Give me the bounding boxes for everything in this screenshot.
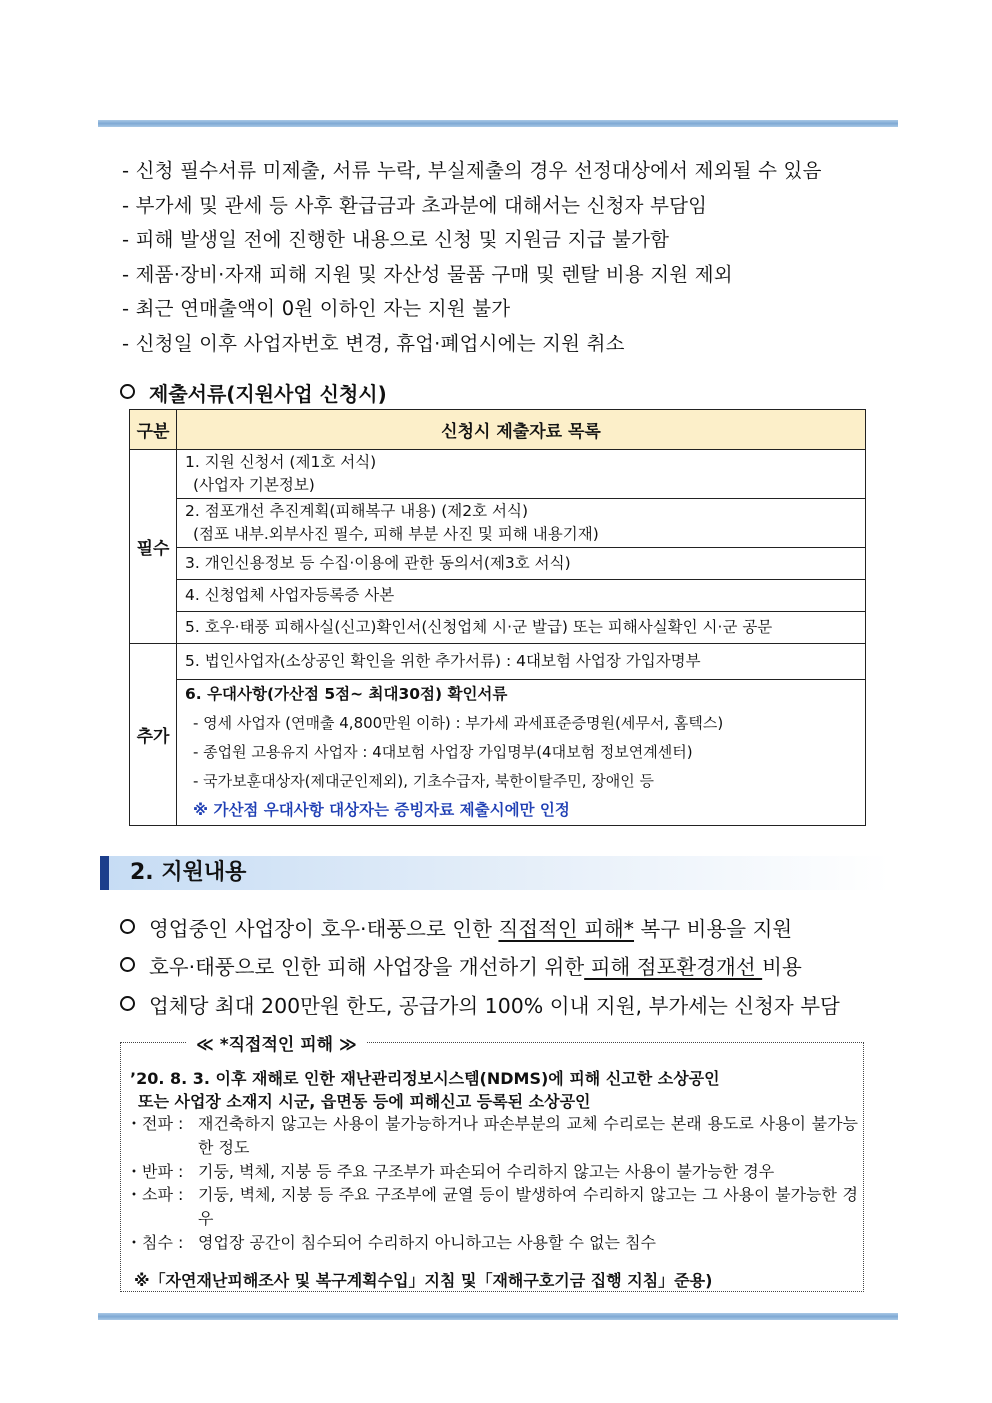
table-header-row	[130, 410, 866, 450]
cell-line: ※ 가산점 우대사항 대상자는 증빙자료 제출시에만 인정	[193, 801, 570, 819]
item-key: ・반파 :	[126, 1162, 184, 1181]
table-row	[130, 580, 866, 612]
item-key: ・침수 :	[126, 1233, 184, 1252]
table-row	[130, 644, 866, 680]
text: 영업중인 사업장이 호우·태풍으로 인한	[149, 917, 499, 941]
section-marker	[100, 856, 109, 890]
cell-line: 5. 호우·태풍 피해사실(신고)확인서(신청업체 시·군 발급) 또는 피해사실확인 시·군 공문	[185, 618, 773, 636]
table-cell	[177, 612, 866, 644]
box-item	[126, 1160, 858, 1184]
cell-line: 3. 개인신용정보 등 수집·이용에 관한 동의서(제3호 서식)	[185, 554, 571, 572]
box-item	[126, 1112, 858, 1159]
circle-bullet-icon	[120, 957, 135, 972]
list-item: - 신청 필수서류 미제출, 서류 누락, 부실제출의 경우 선정대상에서 제외될 수 있음	[122, 159, 822, 182]
header-category: 구분	[130, 410, 177, 450]
cell-line: 5. 법인사업자(소상공인 확인을 위한 추가서류) : 4대보험 사업장 가입자명부	[185, 652, 701, 670]
cell-line: - 영세 사업자 (연매출 4,800만원 이하) : 부가세 과세표준증명원(세무서, 홈텍스)	[193, 714, 724, 732]
cell-line: 4. 신청업체 사업자등록증 사본	[185, 586, 395, 604]
table-cell	[177, 499, 866, 548]
section-header	[100, 856, 890, 890]
table-cell	[177, 580, 866, 612]
circle-bullet-icon	[120, 384, 135, 399]
cell-line: (사업자 기본정보)	[193, 476, 315, 494]
list-item: - 최근 연매출액이 0원 이하인 자는 지원 불가	[122, 297, 511, 321]
docs-heading-text: 제출서류(지원사업 신청시)	[149, 382, 387, 406]
list-item: - 피해 발생일 전에 진행한 내용으로 신청 및 지원금 지급 불가함	[122, 228, 670, 252]
table-cell	[177, 548, 866, 580]
item-value: 기둥, 벽체, 지붕 등 주요 구조부가 파손되어 수리하지 않고는 사용이 불가능한 경우	[198, 1162, 775, 1181]
item-key: ・전파 :	[126, 1114, 184, 1133]
extra-label: 추가	[130, 644, 177, 826]
required-label: 필수	[130, 450, 177, 644]
cell-line: (점포 내부.외부사진 필수, 피해 부분 사진 및 피해 내용기재)	[193, 525, 599, 543]
circle-bullet-icon	[120, 919, 135, 934]
item-key: ・소파 :	[126, 1185, 184, 1204]
top-rule	[98, 120, 898, 127]
box-title: ≪ *직접적인 피해 ≫	[186, 1030, 367, 1055]
support-line-1	[120, 912, 792, 942]
item-value: 기둥, 벽체, 지붕 등 주요 구조부에 균열 등이 발생하여 수리하지 않고는 그 사용이 불가능한 경우	[198, 1185, 858, 1228]
support-line-3	[120, 989, 840, 1019]
cell-line: 6. 우대사항(가산점 5점~ 최대30점) 확인서류	[185, 685, 508, 703]
underlined-text: 피해 점포환경개선	[584, 955, 763, 979]
box-item	[126, 1183, 858, 1230]
box-lead-2: 또는 사업장 소재지 시군, 읍면동 등에 피해신고 등록된 소상공인	[138, 1092, 591, 1111]
notes-list	[122, 154, 882, 362]
section-title: 2. 지원내용	[130, 860, 247, 885]
box-footnote: ※「자연재난피해조사 및 복구계획수입」지침 및「재해구호기금 집행 지침」준용)	[134, 1271, 713, 1290]
support-line-2	[120, 950, 802, 980]
cell-line: - 종업원 고용유지 사업자 : 4대보험 사업장 가입명부(4대보험 정보연계센터)	[193, 743, 693, 761]
text: 비용	[762, 955, 802, 979]
table-cell	[177, 644, 866, 680]
text: 호우·태풍으로 인한 피해 사업장을 개선하기 위한	[149, 955, 585, 979]
box-lead-1: ’20. 8. 3. 이후 재해로 인한 재난관리정보시스템(NDMS)에 피해 신고한 소상공인	[130, 1069, 720, 1088]
list-item: - 부가세 및 관세 등 사후 환급금과 초과분에 대해서는 신청자 부담임	[122, 193, 708, 217]
table-row	[130, 612, 866, 644]
list-item: - 제품·장비·자재 피해 지원 및 자산성 물품 구매 및 렌탈 비용 지원 제외	[122, 262, 733, 286]
box-item	[126, 1231, 858, 1255]
table-row	[130, 499, 866, 548]
header-doc-list: 신청시 제출자료 목록	[177, 410, 866, 450]
cell-line: 2. 점포개선 추진계획(피해복구 내용) (제2호 서식)	[185, 502, 528, 520]
list-item: - 신청일 이후 사업자번호 변경, 휴업·폐업시에는 지원 취소	[122, 331, 625, 355]
item-value: 재건축하지 않고는 사용이 불가능하거나 파손부분의 교체 수리로는 본래 용도로 사용이 불가능한 정도	[198, 1114, 858, 1157]
item-value: 영업장 공간이 침수되어 수리하지 아니하고는 사용할 수 없는 침수	[198, 1233, 657, 1252]
table-cell	[177, 680, 866, 826]
bottom-rule	[98, 1313, 898, 1320]
table-row	[130, 680, 866, 826]
text: 업체당 최대 200만원 한도, 공급가의 100% 이내 지원, 부가세는 신청자 부담	[149, 994, 840, 1018]
submission-docs-table	[129, 409, 866, 826]
text: 복구 비용을 지원	[634, 917, 793, 941]
table-row	[130, 450, 866, 499]
underlined-text: 직접적인 피해*	[498, 917, 635, 941]
circle-bullet-icon	[120, 996, 135, 1011]
cell-line: - 국가보훈대상자(제대군인제외), 기초수급자, 북한이탈주민, 장애인 등	[193, 772, 654, 790]
table-cell	[177, 450, 866, 499]
table-row	[130, 548, 866, 580]
docs-heading	[120, 378, 387, 407]
cell-line: 1. 지원 신청서 (제1호 서식)	[185, 453, 377, 471]
